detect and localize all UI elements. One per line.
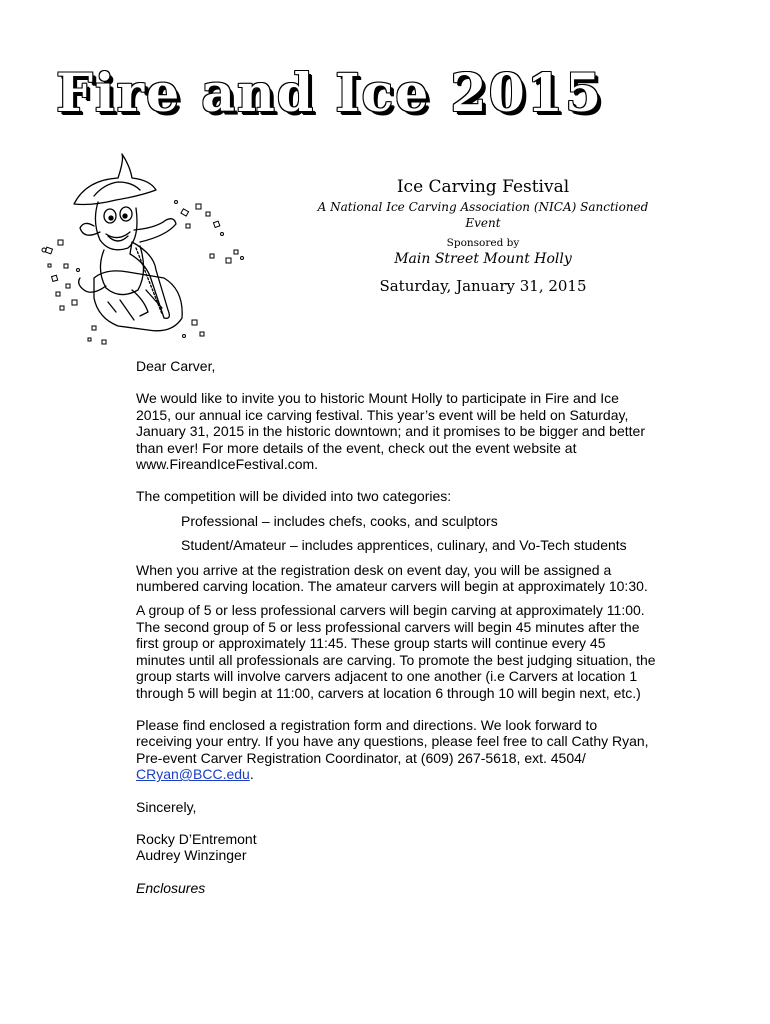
intro-paragraph: We would like to invite you to historic Mount Holly to participate in Fire and Ice 2015, our annual ice carving festival. This year’s event will be held on Saturday, January 31, 2015 in the historic downtown; and it promises to be bigger and better than ever! For more details of the event, check out the event website at www.FireandIceFestival.com. [136, 390, 645, 473]
ice-carver-cartoon-illustration [36, 150, 254, 355]
categories-intro: The competition will be divided into two categories: [136, 488, 452, 505]
letter-body [136, 358, 656, 896]
signoff: Sincerely, [136, 798, 197, 815]
contact-email-link[interactable]: CRyan@BCC.edu [136, 766, 250, 783]
arrival-paragraph: When you arrive at the registration desk on event day, you will be assigned a numbered carving location. The amateur carvers will begin at approximately 10:30. [136, 561, 648, 595]
greeting: Dear Carver, [136, 358, 216, 374]
sponsored-by-label: Sponsored by [446, 237, 520, 249]
enclosures-note: Enclosures [136, 879, 206, 896]
page-title: Fire and Ice 2015 [56, 63, 604, 124]
festival-title: Ice Carving Festival [396, 177, 570, 197]
sanction-line: A National Ice Carving Association (NICA) Sanctioned Event [317, 200, 649, 230]
closing-period: . [249, 766, 254, 783]
event-date: Saturday, January 31, 2015 [379, 277, 587, 295]
event-header [300, 176, 666, 296]
schedule-paragraph: A group of 5 or less professional carvers will begin carving at approximately 11:00. The second group of 5 or less professional carvers will begin 45 minutes after the first group or approximately 11:45. These group starts will continue every 45 minutes until all professionals are carving. To promote the best judging situation, the group starts will involve carvers adjacent to one another (i.e Carvers at location 1 through 5 will begin at 11:00, carvers at location 6 through 10 will begin next, etc.) [136, 602, 656, 701]
category-professional: Professional – includes chefs, cooks, and sculptors [181, 512, 498, 529]
signer-2: Audrey Winzinger [136, 847, 247, 864]
signer-1: Rocky D’Entremont [136, 830, 257, 847]
closing-paragraph [136, 717, 656, 783]
closing-text: Please find enclosed a registration form and directions. We look forward to receiving your entry. If you have any questions, please feel free to call Cathy Ryan, Pre-event Carver Registration Coordinator, at (609) 267-5618, ext. 4504/ [136, 716, 649, 766]
category-student-amateur: Student/Amateur – includes apprentices, culinary, and Vo-Tech students [181, 537, 627, 554]
sponsor-name: Main Street Mount Holly [394, 251, 572, 267]
